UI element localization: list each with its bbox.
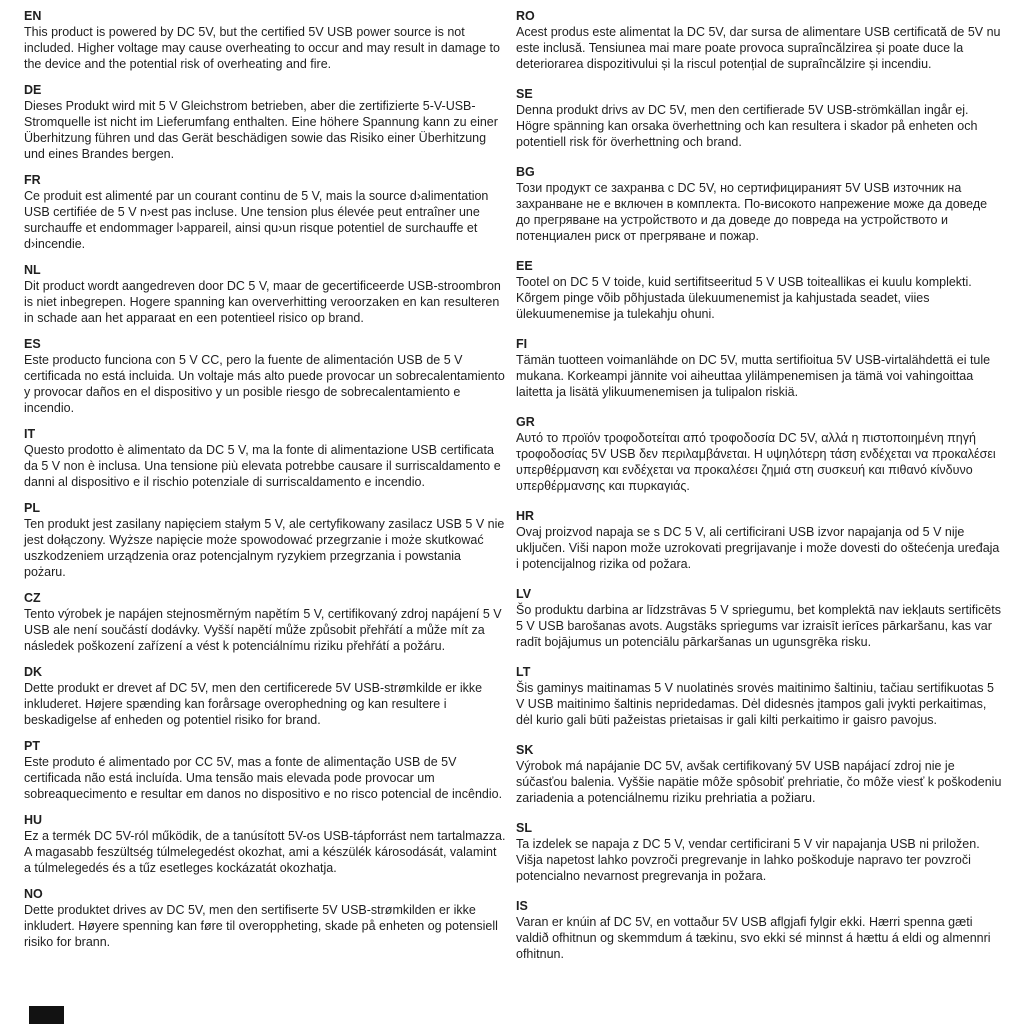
warning-text: Dette produktet drives av DC 5V, men den sertifiserte 5V USB-strømkilden er ikke inkludert. Høyere spenning kan føre til overoppheting, skade på enheten og potensiell risiko for brann.: [24, 903, 498, 949]
language-section-pl: [24, 500, 506, 580]
language-code-label: IS: [516, 899, 528, 913]
language-code-label: CZ: [24, 591, 41, 605]
language-section-se: [516, 86, 1002, 150]
language-code-label: FI: [516, 337, 528, 351]
language-code-label: DK: [24, 665, 43, 679]
warning-text: Ten produkt jest zasilany napięciem stałym 5 V, ale certyfikowany zasilacz USB 5 V nie jest dołączony. Wyższe napięcie może spowodować przegrzanie i może skutkować uszkodzeniem urządzenia oraz potencjalnym ryzykiem przegrzania i powstania pożaru.: [24, 517, 505, 579]
language-section-sl: [516, 820, 1002, 884]
warning-text: This product is powered by DC 5V, but the certified 5V USB power source is not included. Higher voltage may cause overheating to occur and may result in damage to the device and the potential risk of overheating and fire.: [24, 25, 500, 71]
warning-text: Tootel on DC 5 V toide, kuid sertifitseeritud 5 V USB toiteallikas ei kuulu komplekti. Kõrgem pinge võib põhjustada ülekuumenemist ja kahjustada seadet, viies ülekuumenemise ja tulekahju ohuni.: [516, 275, 972, 321]
language-section-it: [24, 426, 506, 490]
language-section-hu: [24, 812, 506, 876]
language-section-lv: [516, 586, 1002, 650]
language-section-pt: [24, 738, 506, 802]
language-section-no: [24, 886, 506, 950]
language-section-bg: [516, 164, 1002, 244]
warning-text: Dieses Produkt wird mit 5 V Gleichstrom betrieben, aber die zertifizierte 5-V-USB-Stromquelle ist nicht im Lieferumfang enthalten. Eine höhere Spannung kann zu einer Überhitzung führen und das Gerät beschädigen sowie das Risiko einer Überhitzung und eines Brandes bergen.: [24, 99, 498, 161]
warning-text: Dit product wordt aangedreven door DC 5 V, maar de gecertificeerde USB-stroombron is niet inbegrepen. Hogere spanning kan oververhitting veroorzaken en kan resulteren in schade aan het apparaat en een potentieel risico op brand.: [24, 279, 501, 325]
warning-text: Tämän tuotteen voimanlähde on DC 5V, mutta sertifioitua 5V USB-virtalähdettä ei tule mukana. Korkeampi jännite voi aiheuttaa ylilämpenemisen ja tämä voi vahingoittaa laitetta ja lisätä ylikuumenemisen ja tulipalon riskiä.: [516, 353, 991, 399]
warning-text: Този продукт се захранва с DC 5V, но сертифицираният 5V USB източник на захранване не е включен в комплекта. По-високото напрежение може да доведе до прегряване на устройството и да доведе до повреда на устройството и потенциален риск от прегряване и пожар.: [516, 181, 988, 243]
language-code-label: NL: [24, 263, 41, 277]
language-code-label: EN: [24, 9, 42, 23]
warning-text: Acest produs este alimentat la DC 5V, dar sursa de alimentare USB certificată de 5V nu este inclusă. Tensiunea mai mare poate provoca supraîncălzirea și poate duce la deteriorarea dispozitivului și la riscul potențial de supraîncălzire și incendiu.: [516, 25, 1001, 71]
language-code-label: ES: [24, 337, 41, 351]
language-code-label: NO: [24, 887, 43, 901]
language-code-label: LT: [516, 665, 531, 679]
language-section-fi: [516, 336, 1002, 400]
language-section-es: [24, 336, 506, 416]
warning-text: Šis gaminys maitinamas 5 V nuolatinės srovės maitinimo šaltiniu, tačiau sertifikuotas 5 V USB maitinimo šaltinis nepridedamas. Dėl didesnės įtampos gali įvykti perkaitimas, dėl kurio gali būti pažeistas prietaisas ir gali kilti perkaitimo ir gaisro pavojus.: [516, 681, 994, 727]
language-code-label: HR: [516, 509, 535, 523]
warning-text: Tento výrobek je napájen stejnosměrným napětím 5 V, certifikovaný zdroj napájení 5 V USB ale není součástí dodávky. Vyšší napětí může způsobit přehřátí a může mít za následek poškození zařízení a vést k potenciálnímu riziku přehřátí a požáru.: [24, 607, 502, 653]
language-section-cz: [24, 590, 506, 654]
language-code-label: IT: [24, 427, 36, 441]
language-section-hr: [516, 508, 1002, 572]
warning-text: Šo produktu darbina ar līdzstrāvas 5 V spriegumu, bet komplektā nav iekļauts sertificēts 5 V USB barošanas avots. Augstāks spriegums var izraisīt ierīces pārkaršanu, kas var radīt bojājumus un potenciālu pārkaršanas un ugunsgrēka risku.: [516, 603, 1001, 649]
language-section-ro: [516, 8, 1002, 72]
language-code-label: EE: [516, 259, 533, 273]
warning-text: Ovaj proizvod napaja se s DC 5 V, ali certificirani USB izvor napajanja od 5 V nije uključen. Viši napon može uzrokovati pregrijavanje i može dovesti do oštećenja uređaja i potencijalnog rizika od požara.: [516, 525, 1000, 571]
language-code-label: SE: [516, 87, 533, 101]
warning-text: Denna produkt drivs av DC 5V, men den certifierade 5V USB-strömkällan ingår ej. Högre spänning kan orsaka överhettning och kan resultera i skador på enheten och potentiell risk för överhettning och brand.: [516, 103, 978, 149]
language-code-label: SK: [516, 743, 534, 757]
language-code-label: FR: [24, 173, 41, 187]
language-code-label: BG: [516, 165, 535, 179]
language-section-nl: [24, 262, 506, 326]
language-code-label: LV: [516, 587, 532, 601]
cropped-footer-mark: [29, 1006, 64, 1024]
language-section-lt: [516, 664, 1002, 728]
language-section-dk: [24, 664, 506, 728]
warning-text: Ta izdelek se napaja z DC 5 V, vendar certificirani 5 V vir napajanja USB ni priložen. Višja napetost lahko povzroči pregrevanje in lahko poškoduje napravo ter povzroči potencialno nevarnost pregrevanja in požara.: [516, 837, 980, 883]
warning-column-right: [516, 8, 1002, 1024]
language-section-fr: [24, 172, 506, 252]
language-section-sk: [516, 742, 1002, 806]
warning-text: Este producto funciona con 5 V CC, pero la fuente de alimentación USB de 5 V certificada no está incluida. Un voltaje más alto puede provocar un sobrecalentamiento y provocar daños en el dispositivo y un posible riesgo de sobrecalentamiento e incendio.: [24, 353, 505, 415]
language-code-label: DE: [24, 83, 42, 97]
language-code-label: PL: [24, 501, 40, 515]
warning-text: Ce produit est alimenté par un courant continu de 5 V, mais la source d›alimentation USB certifiée de 5 V n›est pas incluse. Une tension plus élevée peut entraîner une surchauffe et endommager l›appareil, ainsi qu›un risque potentiel de surchauffe et d›incendie.: [24, 189, 489, 251]
language-section-gr: [516, 414, 1002, 494]
language-code-label: PT: [24, 739, 40, 753]
language-code-label: HU: [24, 813, 43, 827]
warning-text: Questo prodotto è alimentato da DC 5 V, ma la fonte di alimentazione USB certificata da 5 V non è inclusa. Una tensione più elevata potrebbe causare il surriscaldamento e danni al dispositivo e il rischio potenziale di surriscaldamento e incendio.: [24, 443, 501, 489]
language-code-label: SL: [516, 821, 532, 835]
language-section-is: [516, 898, 1002, 962]
language-code-label: GR: [516, 415, 535, 429]
language-section-en: [24, 8, 506, 72]
warning-text: Dette produkt er drevet af DC 5V, men den certificerede 5V USB-strømkilde er ikke inkluderet. Højere spænding kan forårsage overophedning og kan resultere i beskadigelse af enheden og potentiel risiko for brand.: [24, 681, 483, 727]
warning-text: Este produto é alimentado por CC 5V, mas a fonte de alimentação USB de 5V certificada não está incluída. Uma tensão mais elevada pode provocar um sobreaquecimento e resultar em danos no dispositivo e no risco potencial de incêndio.: [24, 755, 503, 801]
language-section-de: [24, 82, 506, 162]
language-code-label: RO: [516, 9, 535, 23]
warning-text: Αυτό το προϊόν τροφοδοτείται από τροφοδοσία DC 5V, αλλά η πιστοποιημένη πηγή τροφοδοσίας 5V USB δεν περιλαμβάνεται. Η υψηλότερη τάση ενδέχεται να προκαλέσει υπερθέρμανση και ενδέχεται να προκαλέσει ζημιά στη συσκευή και πιθανό κίνδυνο υπερθέρμανσης και πυρκαγιάς.: [516, 431, 996, 493]
language-section-ee: [516, 258, 1002, 322]
warning-text: Ez a termék DC 5V-ról működik, de a tanúsított 5V-os USB-tápforrást nem tartalmazza. A magasabb feszültség túlmelegedést okozhat, ami a készülék károsodását, valamint a túlmelegedés és a tűz esetleges kockázatát okozhatja.: [24, 829, 506, 875]
warning-column-left: [24, 8, 506, 1024]
warning-text: Výrobok má napájanie DC 5V, avšak certifikovaný 5V USB napájací zdroj nie je súčasťou balenia. Vyššie napätie môže spôsobiť prehriatie, čo môže viesť k poškodeniu zariadenia a potenciálnemu riziku prehriatia a požiaru.: [516, 759, 1002, 805]
warning-text: Varan er knúin af DC 5V, en vottaður 5V USB aflgjafi fylgir ekki. Hærri spenna gæti valdið ofhitnun og skemmdum á tækinu, svo ekki sé minnst á hættu á eldi og almennri ofhitnun.: [516, 915, 991, 961]
